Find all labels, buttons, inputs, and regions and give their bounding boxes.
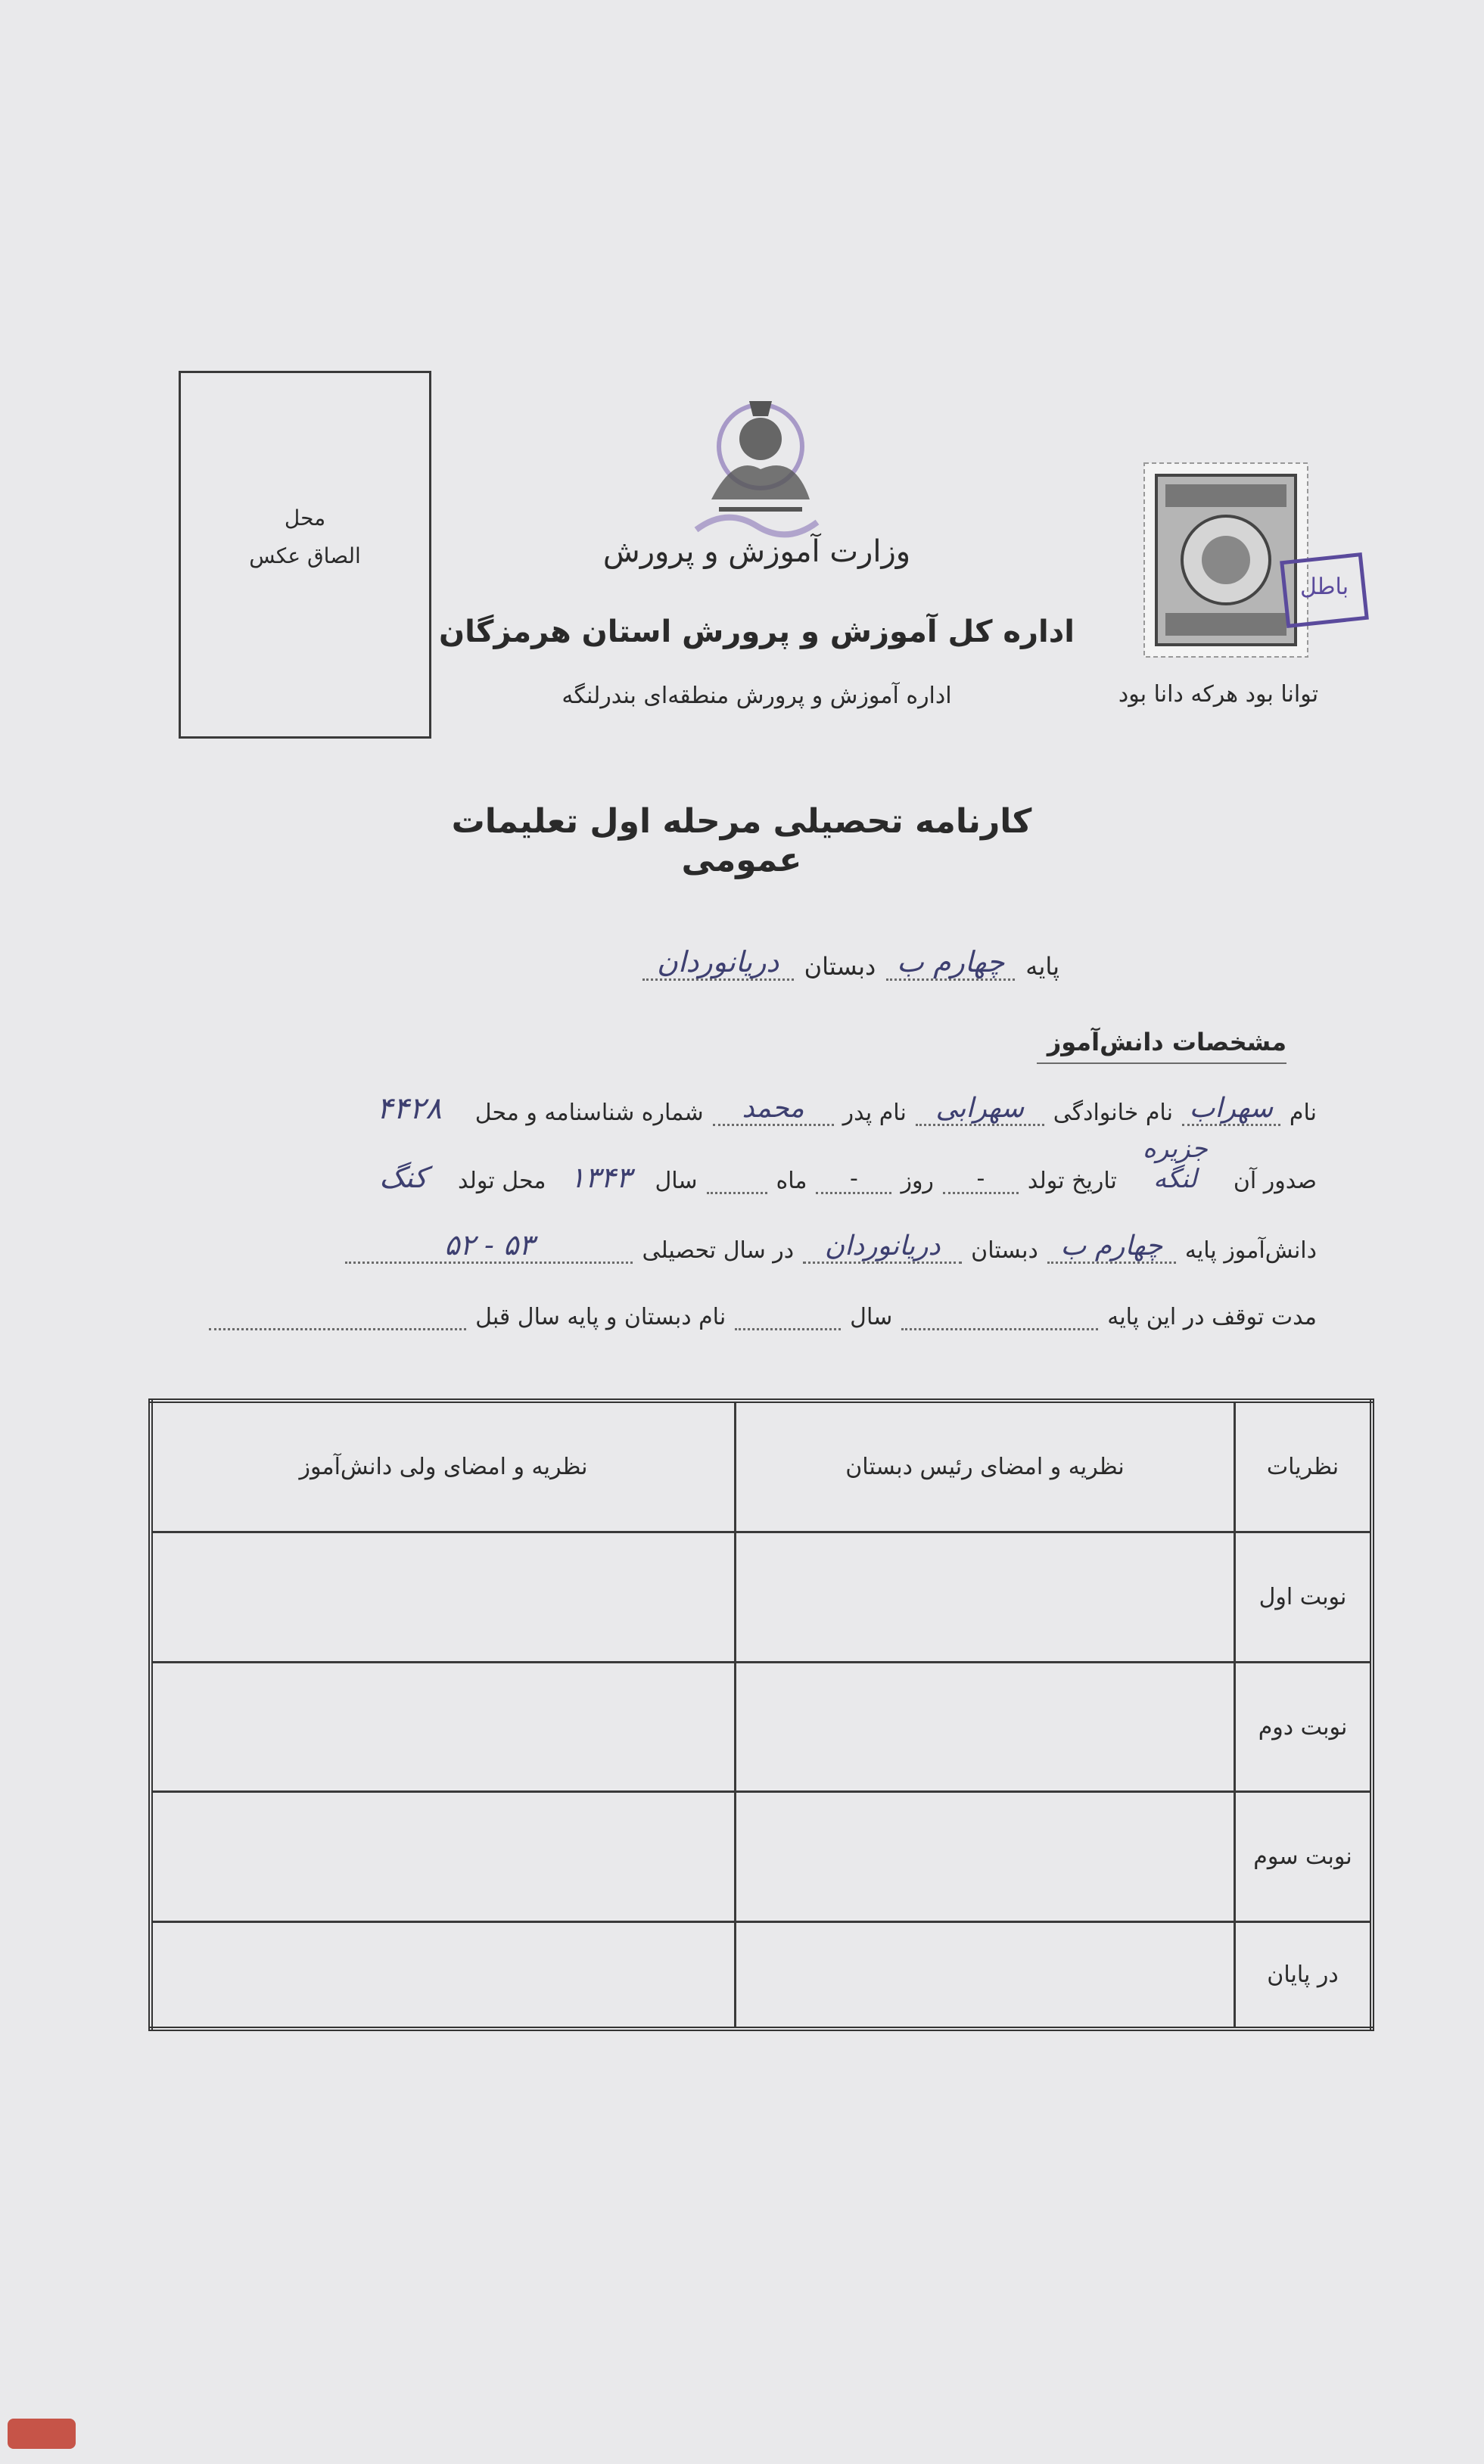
grade-value-row3: چهارم ب — [1047, 1230, 1176, 1264]
row-label: در پایان — [1235, 1922, 1373, 2029]
year-label: سال — [655, 1168, 698, 1194]
school-label-row3: دبستان — [971, 1237, 1038, 1264]
principal-remark-cell — [736, 1922, 1235, 2029]
years-label: سال — [850, 1304, 893, 1330]
id-label: شماره شناسنامه و محل — [474, 1100, 704, 1126]
name-label: نام — [1289, 1100, 1317, 1126]
photo-label-line2: الصاق عکس — [249, 543, 361, 568]
years-field — [735, 1328, 841, 1330]
father-value: محمد — [713, 1093, 834, 1126]
table-row — [151, 1662, 1372, 1792]
issue-value: جزیره لنگه — [1142, 1134, 1208, 1194]
stop-duration-field — [901, 1328, 1098, 1330]
row-label: نوبت اول — [1235, 1532, 1373, 1663]
photo-label-line1: محل — [284, 506, 326, 530]
row-label: نوبت سوم — [1235, 1792, 1373, 1922]
table-row — [151, 1922, 1372, 2029]
table-header: نظریه و امضای ولی دانش‌آموز — [151, 1401, 736, 1532]
grade-label: پایه — [1025, 952, 1059, 981]
previous-school-label: نام دبستان و پایه سال قبل — [475, 1304, 726, 1330]
table-header: نظریات — [1235, 1401, 1373, 1532]
ministry-title: وزارت آموزش و پرورش — [602, 534, 911, 569]
province-office-title: اداره کل آموزش و پرورش استان هرمزگان — [439, 614, 1075, 649]
guardian-remark-cell — [151, 1532, 736, 1663]
document-title: کارنامه تحصیلی مرحله اول تعلیمات عمومی — [451, 802, 1032, 879]
school-year-value: ۵۳ - ۵۲ — [345, 1228, 633, 1264]
birthplace-label: محل تولد — [458, 1168, 546, 1194]
guardian-remark-cell — [151, 1922, 736, 2029]
student-section-heading: مشخصات دانش‌آموز — [1037, 1028, 1286, 1064]
month-dash — [707, 1192, 767, 1194]
table-header-row — [151, 1401, 1372, 1532]
remarks-table — [148, 1398, 1374, 2031]
photo-placeholder — [179, 371, 431, 739]
table-header: نظریه و امضای رئیس دبستان — [736, 1401, 1235, 1532]
issue-label: صدور آن — [1233, 1168, 1317, 1194]
student-row-4 — [197, 1285, 1317, 1330]
family-value: سهرابی — [916, 1093, 1044, 1126]
row-label: نوبت دوم — [1235, 1662, 1373, 1792]
student-row-2 — [227, 1134, 1317, 1194]
day-value: - — [943, 1165, 1019, 1194]
region-office-title: اداره آموزش و پرورش منطقه‌ای بندرلنگه — [562, 683, 952, 709]
student-row-3 — [227, 1218, 1317, 1264]
school-value: دریانوردان — [642, 945, 794, 981]
name-value: سهراب — [1182, 1093, 1280, 1126]
family-label: نام خانوادگی — [1053, 1100, 1173, 1126]
school-label: دبستان — [804, 952, 876, 981]
principal-remark-cell — [736, 1532, 1235, 1663]
principal-remark-cell — [736, 1662, 1235, 1792]
guardian-remark-cell — [151, 1662, 736, 1792]
father-label: نام پدر — [842, 1100, 907, 1126]
school-value-row3: دریانوردان — [803, 1230, 962, 1264]
month-label: ماه — [776, 1168, 807, 1194]
grade-value: چهارم ب — [886, 945, 1015, 981]
day-label: روز — [901, 1168, 934, 1194]
id-value: ۴۴۲۸ — [376, 1091, 442, 1126]
student-row-1 — [121, 1081, 1317, 1126]
grade-label-row3: دانش‌آموز پایه — [1184, 1237, 1317, 1264]
stop-duration-label: مدت توقف در این پایه — [1107, 1304, 1317, 1330]
month-value: - — [816, 1165, 891, 1194]
guardian-remark-cell — [151, 1792, 736, 1922]
previous-school-field — [209, 1328, 466, 1330]
table-row — [151, 1532, 1372, 1663]
birthplace-value: کنگ — [379, 1161, 428, 1194]
motto: توانا بود هرکه دانا بود — [1118, 681, 1319, 708]
principal-remark-cell — [736, 1792, 1235, 1922]
corner-logo — [0, 2411, 83, 2456]
grade-line — [515, 935, 1059, 981]
void-stamp-text: باطل — [1299, 574, 1349, 600]
school-year-label: در سال تحصیلی — [642, 1237, 795, 1264]
year-value: ۱۳۴۳ — [569, 1161, 632, 1194]
table-row — [151, 1792, 1372, 1922]
birth-label: تاریخ تولد — [1027, 1168, 1117, 1194]
